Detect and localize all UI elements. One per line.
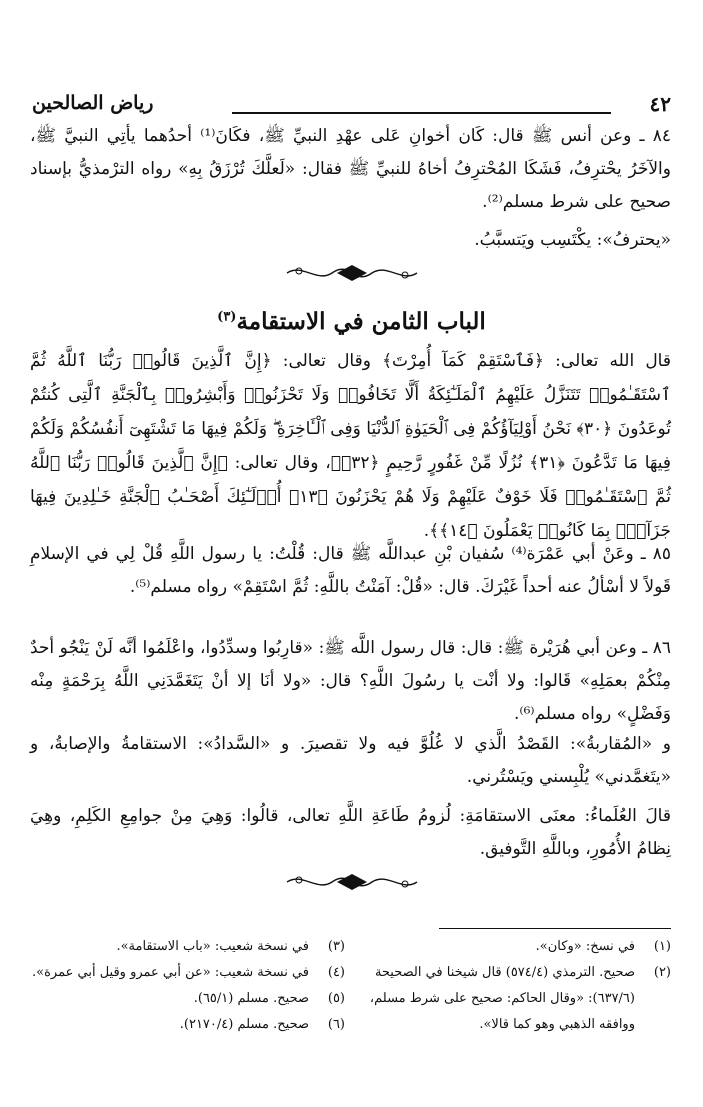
footnote-rule [439, 928, 671, 929]
header-rule [232, 112, 611, 114]
scholars-statement: قالَ العُلَماءُ: معنَى الاستقامَةِ: لُزومُ طَاعَةِ اللَّهِ تعالى، قالُوا: وَهِيَ مِنْ جوامِعِ الكَلِمِ، وهِيَ نِظامُ الأُمُورِ، وباللَّهِ التَّوفيق. [30, 806, 671, 859]
footnote [30, 934, 345, 960]
chapter-title-text: الباب الثامن في الاستقامة [236, 308, 486, 335]
footnote-text: صحيح. مسلم (٢١٧٠/٤). [179, 1017, 309, 1032]
footnote-text: صحيح. مسلم (٦٥/١). [193, 991, 309, 1006]
footnote [356, 960, 671, 1038]
footnote [30, 986, 345, 1012]
footnote-number: (٦) [327, 1017, 345, 1032]
footnotes-right-column [356, 934, 671, 1038]
running-title: رياض الصالحين [32, 92, 154, 114]
footnotes [30, 934, 671, 1094]
footnote [30, 960, 345, 986]
page-number: ٤٢ [649, 92, 671, 116]
footnote-text: في نسخ: «وكان». [535, 939, 635, 954]
footnote-number: (٥) [327, 991, 345, 1006]
quran-passage: قال الله تعالى: ﴿فَٱسْتَقِمْ كَمَآ أُمِرْتَ﴾ وقال تعالى: ﴿إِنَّ ٱلَّذِينَ قَالُوا۟ رَبُّنَا ٱللَّهُ ثُمَّ ٱسْتَقَـٰمُوا۟ تَتَنَزَّلُ عَلَيْهِمُ ٱلْمَلَـٰٓئِكَةُ أَلَّا تَخَافُوا۟ وَلَا تَحْزَنُوا۟ وَأَبْشِرُوا۟ بِٱلْجَنَّةِ ٱلَّتِى كُنتُمْ تُوعَدُونَ ﴿٣٠﴾ نَحْنُ أَوْلِيَآؤُكُمْ فِى ٱلْحَيَوٰةِ ٱلدُّنْيَا وَفِى ٱلْـَٔاخِرَةِ ۖ وَلَكُمْ فِيهَا مَا تَشْتَهِىٓ أَنفُسُكُمْ وَلَكُمْ فِيهَا مَا تَدَّعُونَ ﴿٣١﴾ نُزُلًا مِّنْ غَفُورٍ رَّحِيمٍ ﴿٣٢﴾﴾، وقال تعالى: ﴿إِنَّ ٱلَّذِينَ قَالُوا۟ رَبُّنَا ٱللَّهُ ثُمَّ ٱسْتَقَـٰمُوا۟ فَلَا خَوْفٌ عَلَيْهِمْ وَلَا هُمْ يَحْزَنُونَ ﴿١٣﴾ أُو۟لَـٰٓئِكَ أَصْحَـٰبُ ٱلْجَنَّةِ خَـٰلِدِينَ فِيهَا جَزَآءًۢ بِمَا كَانُوا۟ يَعْمَلُونَ ﴿١٤﴾﴾. [30, 351, 671, 541]
footnote [30, 1012, 345, 1038]
hadith-86-gloss: و «المُقاربةُ»: القَصْدُ الَّذي لا غُلُوَّ فيه ولا تقصيرَ. و «السَّدادُ»: الاستقامةُ والإصابةُ، و «يتَغمَّدني» يُلْبِسني ويَسْتُرني. [30, 734, 671, 787]
footnote-text: في نسخة شعيب: «باب الاستقامة». [116, 939, 309, 954]
hadith-84: ٨٤ ـ وعن أنس ﷺ قال: كَان أخوانِ عَلى عهْدِ النبيِّ ﷺ، فكَانَ⁽¹⁾ أحدُهما يأتِي النبيَّ ﷺ، والآخَرُ يحْترِفُ، فَشَكَا المُحْترِفُ أخاهُ للنبيِّ ﷺ فقال: «لَعلَّكَ تُرْزَقُ بِهِ» رواه الترْمذيُّ بإسناد صحيح على شرط مسلم⁽²⁾. [30, 126, 672, 212]
footnote [356, 934, 671, 960]
footnote-number: (٣) [327, 939, 345, 954]
hadith-85: ٨٥ ـ وعَنْ أبي عَمْرَة⁽⁴⁾ سُفيان بْنِ عبداللَّه ﷺ قال: قُلْتُ: يا رسول اللَّهِ قُلْ لِي في الإسلامِ قَولاً لا أسْألُ عنه أحداً غَيْرَكَ. قال: «قُلْ: آمَنْتُ باللَّهِ: ثُمَّ اسْتَقِمْ» رواه مسلم⁽⁵⁾. [30, 544, 671, 597]
chapter-note-ref: (٣) [217, 309, 237, 325]
footnote-text: في نسخة شعيب: «عن أبي عمرو وقيل أبي عمرة». [32, 965, 309, 980]
footnotes-left-column [30, 934, 345, 1038]
chapter-title [0, 308, 703, 335]
ornament-divider-2 [277, 869, 427, 895]
hadith-86: ٨٦ ـ وعن أبي هُرَيْرة ﷺ: قال: قال رسول اللَّه ﷺ: «قارِبُوا وسدِّدُوا، واعْلَمُوا أنَّه لَنْ يَنْجُو أحدٌ مِنْكُمْ بعمَلِهِ» قَالوا: ولا أنْت يا رسُولَ اللَّهِ؟ قال: «ولا أنَا إلا أنْ يَتَغَمَّدَنِي اللَّهُ بِرَحْمَةٍ مِنْه وَفَضْلٍ» رواه مسلم⁽⁶⁾. [30, 638, 671, 724]
running-header [32, 92, 671, 120]
hadith-84-gloss: «يحترفُ»: يكْتَسِب ويَتسبَّبُ. [474, 230, 671, 250]
footnote-text: صحيح. الترمذي (٥٧٤/٤) قال شيخنا في الصحيحة (٦٣٧/٦): «وقال الحاكم: صحيح على شرط مسلم، ووافقه الذهبي وهو كما قالا». [369, 965, 635, 1032]
footnote-number: (١) [653, 939, 671, 954]
footnote-number: (٤) [327, 965, 345, 980]
footnote-number: (٢) [653, 965, 671, 980]
ornament-divider-1 [277, 260, 427, 286]
